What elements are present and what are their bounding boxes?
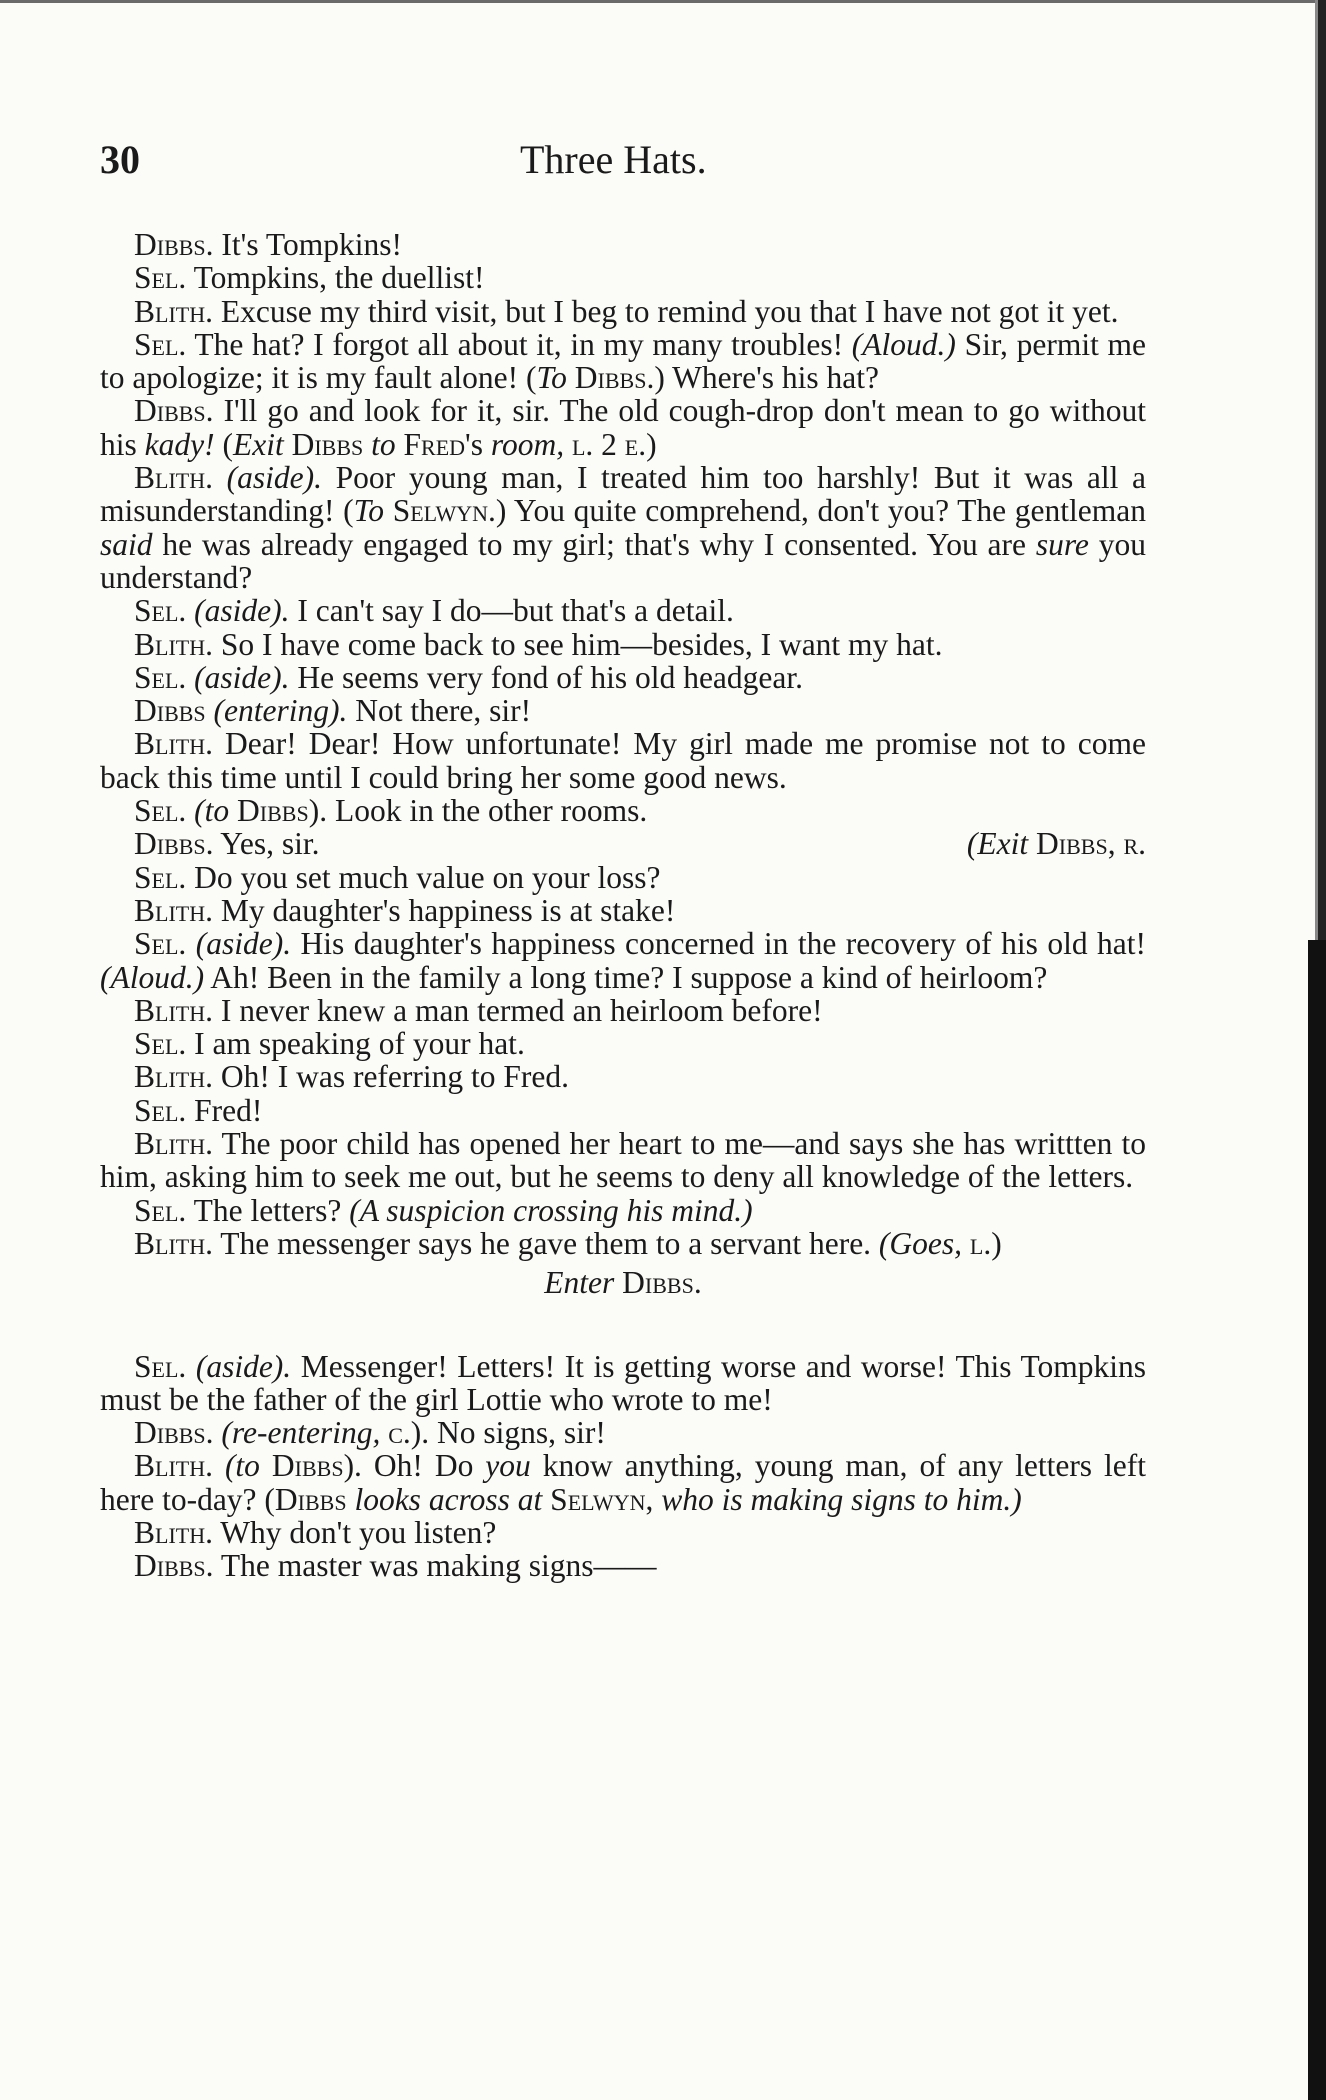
speech (100, 1416, 1146, 1449)
stage-direction: (Exit (966, 826, 1029, 862)
stage-direction: (aside). (194, 593, 290, 629)
stage-direction: looks across at (354, 1481, 543, 1517)
dialogue: you understand? (100, 526, 1146, 595)
speaker-name: Blith. (134, 1225, 213, 1261)
speech: Sel. The hat? I forgot all about it, in my many troubles! (Aloud.) Sir, permit me to apologize; it is my fault alone! (To Dibbs.) Where's his hat? (100, 326, 1147, 396)
speech (100, 1060, 1146, 1093)
stage-direction: (aside). (226, 460, 322, 496)
speech: Blith. (aside). Poor young man, I treated him too harshly! But it was all a misunderstanding! (To Selwyn.) You quite comprehend, don't you? The gentleman said he was already engaged to my girl; that's why I consented. You are sure you understand? (100, 460, 1146, 595)
character-name: Selwyn (550, 1481, 646, 1517)
dialogue: My daughter's happiness is at stake! (220, 892, 676, 928)
dialogue: Poor young man, I treated him too harshly! But it was all a misunderstanding! (100, 460, 1146, 529)
speaker-name: Dibbs. (134, 393, 214, 429)
stage-direction: (Aloud.) (851, 326, 956, 362)
stage-direction: (re-entering, (221, 1415, 381, 1451)
dialogue: Sir, permit me to apologize; it is my fault alone! (100, 326, 1147, 396)
dialogue: The messenger says he gave them to a servant here. (220, 1225, 872, 1261)
exit-direction: (Exit Dibbs, r. (966, 826, 1146, 862)
speaker-name: Sel. (134, 659, 187, 695)
speaker-name: Sel. (134, 1192, 187, 1228)
speaker-name: Sel. (134, 859, 187, 895)
speech (100, 694, 1146, 727)
dialogue: His daughter's happiness concerned in the recovery of his old hat! (300, 926, 1146, 962)
stage-direction: (aside). (195, 1348, 292, 1384)
stage-direction: (Goes, (878, 1225, 963, 1261)
speech (100, 594, 1146, 627)
speech (100, 1549, 1146, 1582)
dialogue: I am speaking of your hat. (194, 1026, 525, 1062)
character-name: Dibbs (1036, 826, 1108, 862)
speech (100, 827, 1146, 860)
speech (100, 295, 1146, 328)
speech (100, 1094, 1146, 1127)
character-name: Dibbs (237, 793, 309, 829)
entrance-direction: Enter Dibbs. (544, 1265, 702, 1301)
dialogue: No signs, sir! (437, 1415, 606, 1451)
character-name: Dibbs (291, 426, 364, 462)
dialogue: Yes, sir. (220, 826, 320, 862)
speech (100, 894, 1146, 927)
dialogue: Do you set much value on your loss? (194, 859, 661, 895)
speech (100, 1027, 1146, 1060)
dialogue: You quite comprehend, don't you? The gentleman (513, 493, 1146, 529)
play-text (100, 228, 1146, 1583)
character-name: Dibbs (622, 1265, 694, 1301)
dialogue: Ah! Been in the family a long time? I suppose a kind of heirloom? (210, 959, 1048, 995)
speech (100, 261, 1146, 294)
speaker-name: Blith. (134, 992, 213, 1028)
speaker-name: Dibbs. (134, 227, 214, 262)
dialogue: So I have come back to see him—besides, I want my hat. (220, 626, 943, 662)
speaker-name: Blith. (134, 1059, 213, 1095)
speech (100, 228, 1146, 261)
speech (100, 628, 1146, 661)
dialogue: Fred! (194, 1092, 263, 1128)
speech (100, 1227, 1146, 1260)
stage-direction: Exit (232, 426, 284, 462)
stage-direction: (A suspicion crossing his mind.) (349, 1192, 753, 1228)
emphasis: said (100, 526, 153, 562)
stage-direction: To (353, 493, 385, 529)
stage-direction: to (371, 426, 396, 462)
dialogue: I never knew a man termed an heirloom before! (220, 992, 823, 1028)
dialogue: Look in the other rooms. (334, 793, 648, 829)
speaker-name: Sel. (134, 260, 187, 296)
character-name: Selwyn (392, 493, 488, 529)
speaker-name: Blith. (134, 892, 213, 928)
page-header (0, 136, 1326, 196)
speaker-name: Sel. (134, 1092, 187, 1128)
speech: Blith. (to Dibbs). Oh! Do you know anything, young man, of any letters left here to-day? (Dibbs looks across at Selwyn, who is making signs to him.) (100, 1448, 1146, 1517)
speech (100, 1350, 1146, 1417)
dialogue: He seems very fond of his old headgear. (297, 659, 803, 695)
stage-direction: room, (490, 426, 565, 462)
speaker-name: Sel. (134, 793, 187, 829)
dialogue: know anything, young man, of any letters left here to-day? (100, 1448, 1146, 1517)
dialogue: Messenger! Letters! It is getting worse and worse! This Tompkins must be the father of the girl Lottie who wrote to me! (100, 1348, 1147, 1417)
dialogue: Oh! Do (373, 1448, 474, 1484)
speech (100, 661, 1146, 694)
stage-direction: (entering). (213, 693, 348, 729)
speaker-name: Blith. (134, 1126, 213, 1162)
stage-direction: (Aloud.) (100, 959, 205, 995)
character-name: Dibbs (274, 1481, 347, 1517)
speaker-name: Blith. (134, 726, 213, 762)
dialogue: The poor child has opened her heart to me—and says she has writtten to him, asking him to seek me out, but he seems to deny all knowledge of the letters. (100, 1126, 1146, 1195)
speaker-name: Blith. (134, 460, 213, 496)
dialogue: Dear! Dear! How unfortunate! My girl made me promise not to come back this time until I could bring her some good news. (100, 726, 1147, 795)
stage-direction: who is making signs to him.) (661, 1481, 1022, 1517)
dialogue: Oh! I was referring to Fred. (220, 1059, 569, 1095)
speaker-name: Dibbs. (134, 1548, 214, 1584)
stage-direction: (to (224, 1448, 260, 1484)
dialogue: Tompkins, the duellist! (193, 260, 485, 296)
speech (100, 927, 1146, 994)
speaker-name: Sel. (134, 593, 187, 629)
speaker-name: Dibbs. (134, 826, 214, 862)
dialogue: Excuse my third visit, but I beg to remind you that I have not got it yet. (220, 293, 1119, 329)
emphasis: sure (1035, 526, 1089, 562)
dialogue: Why don't you listen? (220, 1514, 497, 1550)
stage-direction: (aside). (194, 659, 290, 695)
stage-position: l.) (969, 1225, 1002, 1261)
speaker-name: Sel. (134, 326, 187, 362)
dialogue: Not there, sir! (355, 693, 532, 729)
speech (100, 1127, 1146, 1194)
dialogue: Where's his hat? (672, 360, 879, 396)
speaker-name: Blith. (134, 293, 213, 329)
stage-position: l. 2 e.) (571, 426, 657, 462)
speaker-name: Blith. (134, 1514, 213, 1550)
speaker-name: Sel. (134, 1026, 187, 1062)
speech (100, 727, 1146, 794)
speaker-name: Blith. (134, 626, 213, 662)
dialogue: The letters? (193, 1192, 342, 1228)
dialogue: I can't say I do—but that's a detail. (297, 593, 734, 629)
emphasis: you (485, 1448, 531, 1484)
speaker-name: Sel. (134, 1348, 187, 1384)
speaker-name: Dibbs. (134, 1415, 214, 1451)
speaker-name: Dibbs (134, 693, 206, 729)
dialogue: I'll go and look for it, sir. The old cough-drop don't mean to go without his (100, 393, 1147, 462)
speech: Sel. (to Dibbs). Look in the other rooms. (134, 793, 648, 829)
stage-direction: (aside). (195, 926, 292, 962)
speech: Dibbs. I'll go and look for it, sir. The old cough-drop don't mean to go without his kady! (Exit Dibbs to Fred's room, l. 2 e.) (100, 393, 1147, 462)
dialogue: The hat? I forgot all about it, in my many troubles! (194, 326, 844, 362)
page-number: 30 (100, 137, 140, 182)
speech (100, 861, 1146, 894)
dialogue: The master was making signs—— (220, 1548, 657, 1584)
character-name: Dibbs (574, 360, 647, 396)
emphasis: kady! (144, 426, 215, 462)
speech (100, 1194, 1146, 1227)
stage-position: c.). (388, 1415, 430, 1451)
stage-direction: To (536, 360, 567, 396)
speech (100, 1516, 1146, 1549)
stage-direction: (to (194, 793, 230, 829)
book-spine-shadow (1308, 0, 1326, 2100)
speech (100, 994, 1146, 1027)
stage-direction: Enter (544, 1265, 615, 1301)
dialogue: he was already engaged to my girl; that's why I consented. You are (162, 526, 1026, 562)
dialogue: It's Tompkins! (221, 227, 402, 262)
character-name: Fred (403, 426, 466, 462)
page-top-edge (0, 0, 1326, 3)
running-title: Three Hats. (520, 137, 707, 182)
speaker-name: Sel. (134, 926, 187, 962)
speaker-name: Blith. (134, 1448, 213, 1484)
character-name: Dibbs (271, 1448, 344, 1484)
stage-position: r. (1123, 826, 1146, 862)
